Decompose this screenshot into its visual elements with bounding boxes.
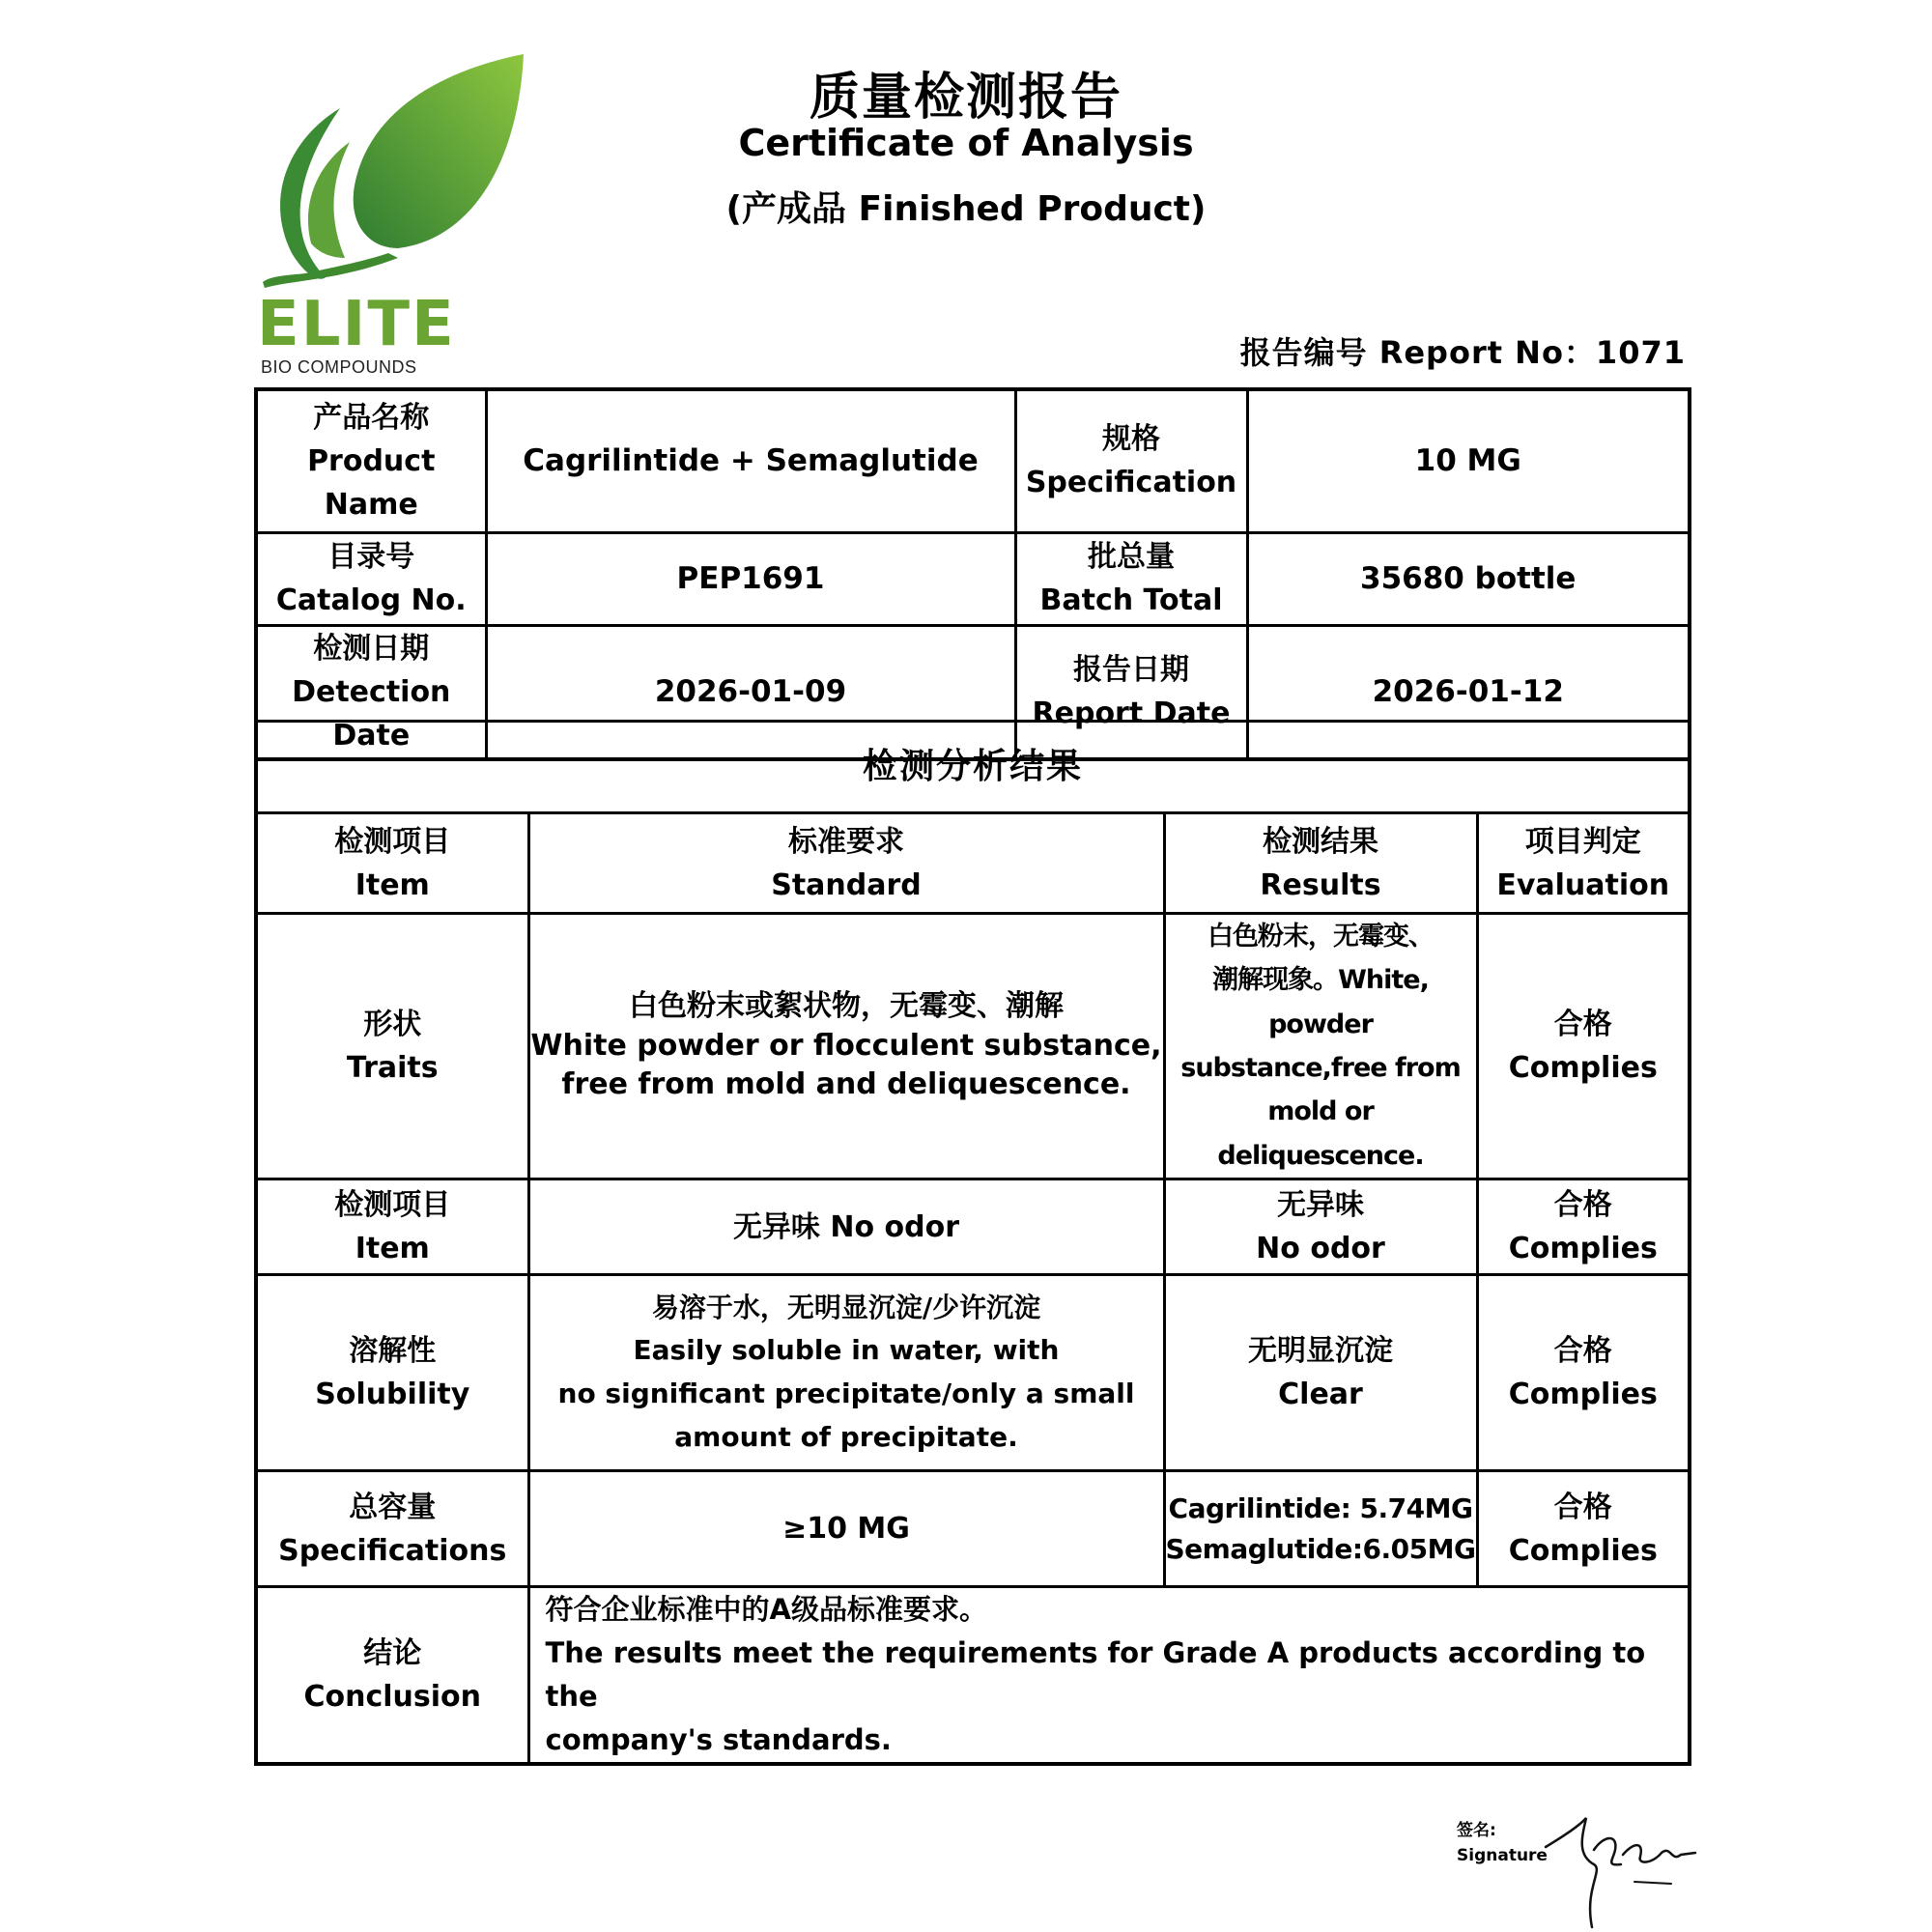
report-date-value: 2026-01-12 [1247, 625, 1690, 759]
table-row [256, 1179, 1690, 1275]
catalog-label: 目录号 Catalog No. [256, 532, 486, 625]
standard-cell: 无异味 No odor [528, 1179, 1164, 1275]
section-title: 检测分析结果 [256, 722, 1690, 813]
conclusion-label: 结论 Conclusion [256, 1587, 528, 1764]
title-english: Certificate of Analysis [738, 122, 1194, 164]
header-results: 检测结果 Results [1164, 813, 1477, 914]
specification-value: 10 MG [1247, 389, 1690, 532]
evaluation-cell: 合格 Complies [1477, 1275, 1690, 1471]
detection-date-label: 检测日期 Detection Date [256, 625, 486, 759]
conclusion-row [256, 1587, 1690, 1764]
evaluation-cell: 合格 Complies [1477, 914, 1690, 1179]
standard-cell: 易溶于水，无明显沉淀/少许沉淀 Easily soluble in water, with no significant precipitate/only a small amount of precipitate. [528, 1275, 1164, 1471]
catalog-value: PEP1691 [486, 532, 1015, 625]
header-item: 检测项目 Item [256, 813, 528, 914]
logo-wordmark: ELITE [257, 289, 456, 360]
header-standard: 标准要求 Standard [528, 813, 1164, 914]
table-row [256, 722, 1690, 813]
batch-total-label: 批总量 Batch Total [1015, 532, 1247, 625]
product-info-table [254, 387, 1691, 761]
standard-cell: ≥10 MG [528, 1471, 1164, 1587]
result-cell: 无明显沉淀 Clear [1164, 1275, 1477, 1471]
item-cell: 溶解性 Solubility [256, 1275, 528, 1471]
item-cell: 形状 Traits [256, 914, 528, 1179]
result-cell: 白色粉末，无霉变、 潮解现象。White, powder substance,free from mold or deliquescence. [1164, 914, 1477, 1179]
report-date-label: 报告日期 Report Date [1015, 625, 1247, 759]
evaluation-cell: 合格 Complies [1477, 1179, 1690, 1275]
table-row [256, 1471, 1690, 1587]
table-header-row [256, 813, 1690, 914]
table-row [256, 914, 1690, 1179]
conclusion-text: 符合企业标准中的A级品标准要求。 The results meet the requirements for Grade A products according to the company's standards. [528, 1587, 1690, 1764]
logo-subtitle: BIO COMPOUNDS [261, 357, 417, 377]
product-name-label: 产品名称 Product Name [256, 389, 486, 532]
table-row [256, 389, 1690, 532]
signature-label: 签名: Signature [1457, 1821, 1548, 1865]
title-chinese: 质量检测报告 [809, 69, 1122, 127]
specification-label: 规格 Specification [1015, 389, 1247, 532]
title-subtitle: (产成品 Finished Product) [725, 189, 1207, 229]
table-row [256, 1275, 1690, 1471]
item-cell: 检测项目 Item [256, 1179, 528, 1275]
result-cell: Cagrilintide: 5.74MG Semaglutide:6.05MG [1164, 1471, 1477, 1587]
item-cell: 总容量 Specifications [256, 1471, 528, 1587]
result-cell: 无异味 No odor [1164, 1179, 1477, 1275]
analysis-results-table [254, 720, 1691, 1766]
evaluation-cell: 合格 Complies [1477, 1471, 1690, 1587]
report-number: 报告编号 Report No：1071 [1239, 334, 1686, 371]
detection-date-value: 2026-01-09 [486, 625, 1015, 759]
handwritten-signature [1526, 1797, 1700, 1932]
product-name-value: Cagrilintide + Semaglutide [486, 389, 1015, 532]
batch-total-value: 35680 bottle [1247, 532, 1690, 625]
standard-cell: 白色粉末或絮状物，无霉变、潮解 White powder or flocculent substance, free from mold and deliquescence. [528, 914, 1164, 1179]
table-row [256, 532, 1690, 625]
header-evaluation: 项目判定 Evaluation [1477, 813, 1690, 914]
